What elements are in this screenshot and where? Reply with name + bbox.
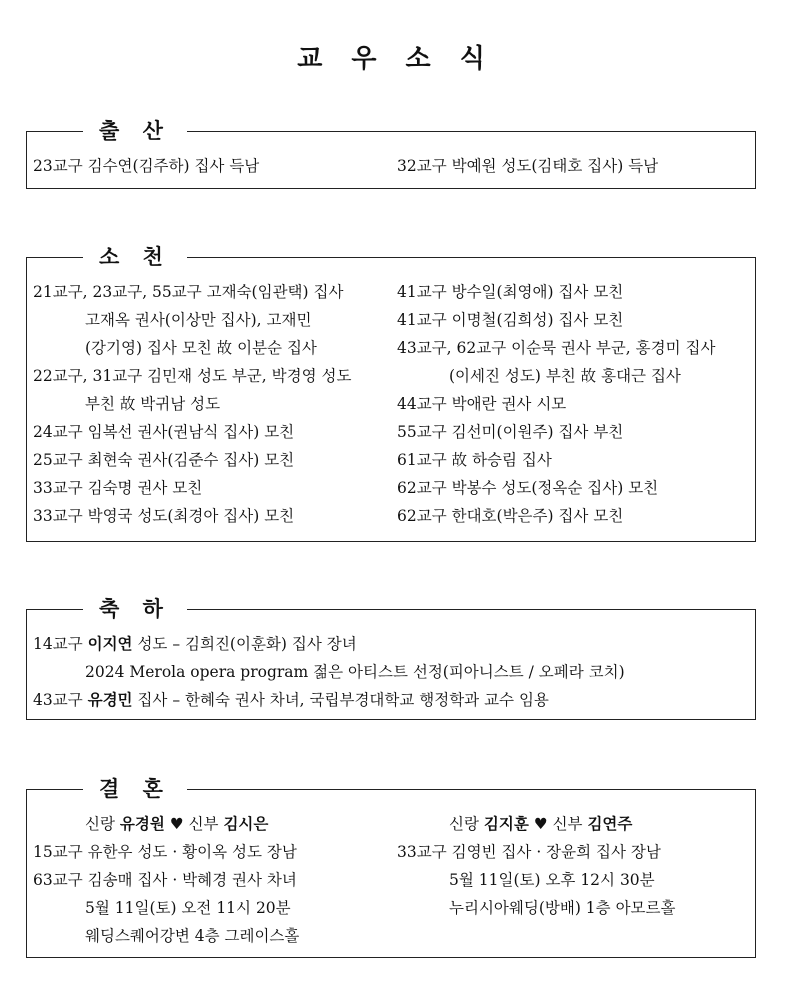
condolence-entry: 44교구 박애란 권사 시모 xyxy=(397,395,567,413)
congrats-entry: 2024 Merola opera program 젊은 아티스트 선정(피아니스트 / 오페라 코치) xyxy=(85,663,625,681)
condolence-section-title: 소 천 xyxy=(83,242,187,272)
condolence-entry: 41교구 이명철(김희성) 집사 모친 xyxy=(397,311,624,329)
wedding-detail: 63교구 김송매 집사 · 박혜경 권사 차녀 xyxy=(33,871,297,889)
wedding-venue: 누리시아웨딩(방배) 1층 아모르홀 xyxy=(449,899,676,917)
wedding-section-title: 결 혼 xyxy=(83,774,187,804)
condolence-section xyxy=(26,244,756,542)
condolence-entry: 33교구 김숙명 권사 모친 xyxy=(33,479,203,497)
condolence-entry: 고재옥 권사(이상만 집사), 고재민 xyxy=(85,311,312,329)
wedding-couple xyxy=(33,813,268,835)
bride-label: 신부 xyxy=(183,815,224,833)
condolence-entry: 41교구 방수일(최영애) 집사 모친 xyxy=(397,283,624,301)
groom-label: 신랑 xyxy=(85,815,120,833)
congrats-section-title: 축 하 xyxy=(83,594,187,624)
wedding-section xyxy=(26,776,756,958)
condolence-entry: 22교구, 31교구 김민재 성도 부군, 박경영 성도 xyxy=(33,367,352,385)
heart-icon: ♥ xyxy=(169,815,184,833)
groom-name: 김지훈 xyxy=(483,814,529,833)
wedding-detail: 15교구 유한우 성도 · 황이옥 성도 장남 xyxy=(33,843,297,861)
bride-name: 김시은 xyxy=(223,814,269,833)
condolence-entry: (이세진 성도) 부친 故 홍대근 집사 xyxy=(449,367,681,385)
condolence-entry: 62교구 박봉수 성도(정옥순 집사) 모친 xyxy=(397,479,659,497)
congrats-person-name: 유경민 xyxy=(87,690,133,709)
wedding-detail: 33교구 김영빈 집사 · 장윤희 집사 장남 xyxy=(397,843,661,861)
condolence-entry: 25교구 최현숙 권사(김준수 집사) 모친 xyxy=(33,451,295,469)
page-title: 교 우 소 식 xyxy=(297,44,495,74)
groom-label: 신랑 xyxy=(449,815,484,833)
congrats-section xyxy=(26,596,756,720)
congrats-person-name: 이지연 xyxy=(87,634,133,653)
condolence-entry: 부친 故 박귀남 성도 xyxy=(85,395,221,413)
congrats-detail: 성도 – 김희진(이훈화) 집사 장녀 xyxy=(132,635,357,653)
bride-label: 신부 xyxy=(547,815,588,833)
heart-icon: ♥ xyxy=(533,815,548,833)
condolence-entry: 61교구 故 하승림 집사 xyxy=(397,451,552,469)
birth-section-title: 출 산 xyxy=(83,116,187,146)
wedding-venue: 웨딩스퀘어강변 4층 그레이스홀 xyxy=(85,927,300,945)
birth-entry: 32교구 박예원 성도(김태호 집사) 득남 xyxy=(397,157,659,175)
bride-name: 김연주 xyxy=(587,814,633,833)
congrats-entry xyxy=(33,689,549,711)
congrats-entry xyxy=(33,633,357,655)
groom-name: 유경원 xyxy=(119,814,165,833)
condolence-entry: 33교구 박영국 성도(최경아 집사) 모친 xyxy=(33,507,295,525)
congrats-detail: 집사 – 한혜숙 권사 차녀, 국립부경대학교 행정학과 교수 임용 xyxy=(132,691,549,709)
condolence-entry: 24교구 임복선 권사(권남식 집사) 모친 xyxy=(33,423,295,441)
condolence-entry: 55교구 김선미(이원주) 집사 부친 xyxy=(397,423,624,441)
condolence-entry: 62교구 한대호(박은주) 집사 모친 xyxy=(397,507,624,525)
wedding-date: 5월 11일(토) 오후 12시 30분 xyxy=(449,871,655,889)
birth-entry: 23교구 김수연(김주하) 집사 득남 xyxy=(33,157,260,175)
congrats-parish: 14교구 xyxy=(33,635,88,653)
birth-section xyxy=(26,118,756,189)
condolence-entry: (강기영) 집사 모친 故 이분순 집사 xyxy=(85,339,317,357)
wedding-date: 5월 11일(토) 오전 11시 20분 xyxy=(85,899,291,917)
congrats-parish: 43교구 xyxy=(33,691,88,709)
wedding-couple xyxy=(397,813,632,835)
condolence-entry: 21교구, 23교구, 55교구 고재숙(임관택) 집사 xyxy=(33,283,344,301)
condolence-entry: 43교구, 62교구 이순묵 권사 부군, 홍경미 집사 xyxy=(397,339,716,357)
